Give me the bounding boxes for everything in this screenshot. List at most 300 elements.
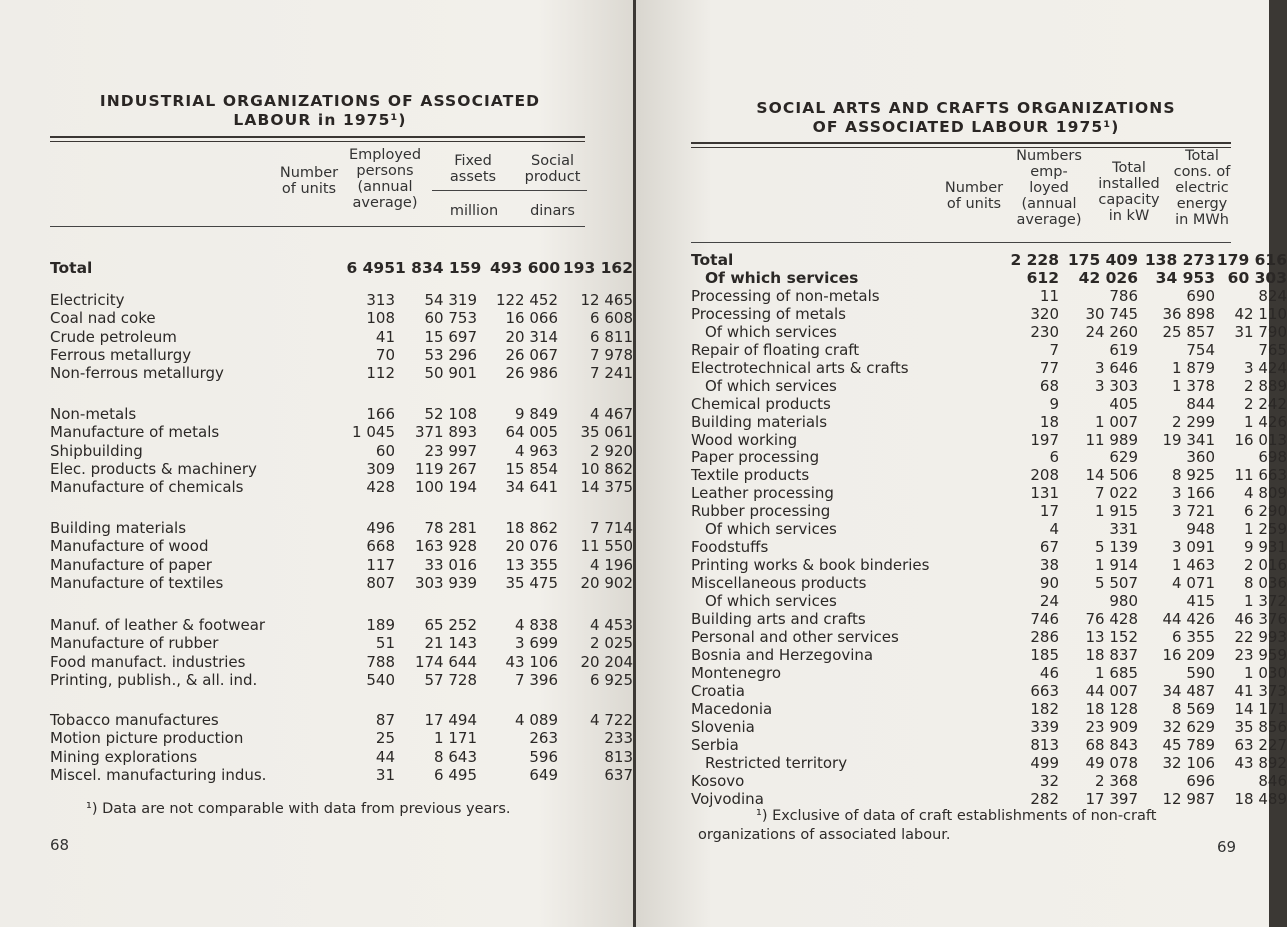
table-row [691, 735, 1287, 754]
right-header-number-line: Number [944, 180, 1004, 196]
left-header-fixed-line: assets [449, 169, 497, 185]
cell-social-product: 14 375 [580, 478, 633, 497]
cell-employees: 786 [1109, 286, 1138, 305]
cell-employed-persons: 50 901 [424, 364, 477, 383]
table-row [691, 556, 1287, 575]
row-label: Personal and other services [691, 627, 899, 646]
row-label: Foodstuffs [691, 538, 769, 557]
cell-employed-persons: 54 319 [424, 291, 477, 309]
cell-number-of-units: 11 [1039, 286, 1059, 305]
row-label: Of which services [705, 376, 837, 395]
cell-employed-persons: 60 753 [424, 309, 477, 328]
cell-electric-energy: 698 [1258, 448, 1287, 467]
row-label: Rubber processing [691, 502, 831, 521]
right-page [636, 0, 1287, 927]
cell-fixed-assets: 34 641 [505, 478, 558, 497]
cell-social-product: 7 241 [590, 364, 633, 383]
cell-number-of-units: 6 [1049, 448, 1059, 467]
cell-number-of-units: 24 [1039, 592, 1059, 611]
cell-employees: 23 909 [1085, 717, 1138, 736]
cell-number-of-units: 496 [366, 519, 395, 537]
table-row [50, 423, 633, 442]
right-footnote [698, 807, 1258, 845]
left-header-top-rule [50, 141, 585, 142]
cell-number-of-units: 32 [1039, 771, 1059, 790]
table-row [50, 634, 633, 653]
cell-social-product: 2 025 [590, 634, 633, 653]
cell-electric-energy: 1 372 [1244, 592, 1287, 611]
cell-electric-energy: 43 892 [1234, 753, 1287, 772]
cell-electric-energy: 14 171 [1234, 699, 1287, 718]
cell-fixed-assets: 4 838 [515, 616, 558, 634]
cell-employees: 2 368 [1095, 771, 1138, 790]
cell-employees: 30 745 [1085, 304, 1138, 323]
table-row [691, 610, 1287, 628]
cell-number-of-units: 282 [1030, 789, 1059, 808]
cell-number-of-units: 44 [375, 747, 395, 766]
table-row [691, 286, 1287, 305]
row-label: Tobacco manufactures [50, 711, 219, 729]
row-label: Restricted territory [705, 753, 848, 772]
cell-fixed-assets: 43 106 [505, 652, 558, 671]
row-label: Bosnia and Herzegovina [691, 645, 874, 664]
cell-number-of-units: 7 [1049, 340, 1059, 359]
cell-installed-capacity: 415 [1186, 592, 1215, 611]
row-label: Total [50, 259, 93, 277]
cell-installed-capacity: 360 [1186, 448, 1215, 467]
cell-installed-capacity: 3 721 [1172, 502, 1215, 521]
cell-number-of-units: 313 [366, 291, 395, 309]
row-label: Manufacture of textiles [50, 573, 224, 592]
cell-electric-energy: 179 616 [1216, 251, 1287, 269]
cell-number-of-units: 428 [366, 478, 395, 497]
cell-electric-energy: 11 663 [1234, 466, 1287, 485]
cell-electric-energy: 63 227 [1234, 735, 1287, 754]
cell-number-of-units: 339 [1030, 717, 1059, 736]
cell-number-of-units: 807 [366, 573, 395, 592]
cell-fixed-assets: 3 699 [515, 634, 558, 653]
right-page-number: 69 [1217, 838, 1237, 856]
cell-electric-energy: 2 242 [1244, 394, 1287, 413]
right-title-rule [691, 142, 1231, 144]
right-header-employed-line: average) [1016, 212, 1082, 228]
table-row [691, 627, 1287, 646]
cell-fixed-assets: 16 066 [505, 309, 558, 328]
cell-employees: 49 078 [1085, 753, 1138, 772]
cell-fixed-assets: 35 475 [505, 573, 558, 592]
cell-employees: 3 646 [1095, 358, 1138, 377]
table-row [50, 670, 633, 689]
cell-employees: 1 685 [1095, 663, 1138, 682]
cell-electric-energy: 16 013 [1234, 430, 1287, 449]
cell-number-of-units: 70 [375, 345, 395, 364]
cell-number-of-units: 2 228 [1010, 251, 1059, 269]
cell-number-of-units: 230 [1030, 322, 1059, 341]
right-header-employed [1008, 148, 1090, 228]
row-label: Manufacture of chemicals [50, 478, 244, 497]
right-title-line-1: SOCIAL ARTS AND CRAFTS ORGANIZATIONS [756, 99, 1176, 117]
right-header-employed-line: loyed [1029, 180, 1069, 196]
table-row [50, 555, 633, 574]
cell-number-of-units: 67 [1039, 538, 1059, 557]
left-header-employed-line: (annual [357, 179, 413, 195]
cell-employees: 175 409 [1067, 251, 1138, 269]
cell-number-of-units: 108 [366, 309, 395, 328]
cell-installed-capacity: 1 378 [1172, 376, 1215, 395]
left-header-number-line: of units [281, 181, 337, 197]
cell-installed-capacity: 696 [1186, 771, 1215, 790]
row-label: Vojvodina [691, 789, 764, 808]
cell-employees: 1 007 [1095, 412, 1138, 431]
cell-social-product: 20 204 [580, 652, 633, 671]
right-header-number-line: of units [946, 196, 1002, 212]
row-label: Of which services [705, 268, 859, 287]
row-label: Manufacture of paper [50, 555, 212, 574]
row-label: Crude petroleum [50, 327, 177, 346]
cell-electric-energy: 18 489 [1234, 789, 1287, 808]
cell-employees: 68 843 [1085, 735, 1138, 754]
cell-employees: 405 [1109, 394, 1138, 413]
table-row [50, 291, 633, 309]
table-row [691, 717, 1287, 736]
table-row [50, 616, 633, 634]
cell-employed-persons: 33 016 [424, 555, 477, 574]
table-row [691, 699, 1287, 718]
row-label: Manuf. of leather & footwear [50, 616, 266, 634]
row-label: Coal nad coke [50, 309, 156, 328]
cell-employees: 11 989 [1085, 430, 1138, 449]
cell-installed-capacity: 32 629 [1162, 717, 1215, 736]
cell-number-of-units: 499 [1030, 753, 1059, 772]
cell-number-of-units: 286 [1030, 627, 1059, 646]
left-page-number: 68 [50, 836, 70, 854]
cell-fixed-assets: 20 314 [505, 327, 558, 346]
cell-electric-energy: 846 [1258, 771, 1287, 790]
right-footnote-line: ¹) Exclusive of data of craft establishments of non-craft [756, 808, 1157, 824]
cell-installed-capacity: 6 355 [1172, 627, 1215, 646]
left-header-unit-rule [432, 190, 587, 191]
table-row [50, 364, 633, 383]
cell-employed-persons: 8 643 [434, 747, 477, 766]
table-row [50, 345, 633, 364]
cell-employees: 17 397 [1085, 789, 1138, 808]
cell-installed-capacity: 34 487 [1162, 681, 1215, 700]
right-header-energy-line: cons. of [1173, 164, 1231, 180]
cell-installed-capacity: 8 569 [1172, 699, 1215, 718]
cell-electric-energy: 1 426 [1244, 412, 1287, 431]
cell-number-of-units: 38 [1039, 556, 1059, 575]
cell-electric-energy: 31 790 [1234, 322, 1287, 341]
cell-number-of-units: 540 [366, 670, 395, 689]
cell-installed-capacity: 1 463 [1172, 556, 1215, 575]
cell-fixed-assets: 4 963 [515, 441, 558, 460]
cell-social-product: 35 061 [580, 423, 633, 442]
cell-number-of-units: 813 [1030, 735, 1059, 754]
cell-employed-persons: 21 143 [424, 634, 477, 653]
right-header-capacity-line: installed [1098, 176, 1160, 192]
cell-number-of-units: 117 [366, 555, 395, 574]
cell-employed-persons: 174 644 [414, 652, 477, 671]
cell-number-of-units: 41 [375, 327, 395, 346]
cell-number-of-units: 309 [366, 459, 395, 478]
row-label: Printing, publish., & all. ind. [50, 670, 258, 689]
cell-installed-capacity: 36 898 [1162, 304, 1215, 323]
cell-installed-capacity: 590 [1186, 663, 1215, 682]
cell-installed-capacity: 1 879 [1172, 358, 1215, 377]
cell-electric-energy: 35 856 [1234, 717, 1287, 736]
cell-installed-capacity: 4 071 [1172, 574, 1215, 593]
right-header-capacity-line: Total [1112, 160, 1146, 176]
cell-social-product: 4 196 [590, 555, 633, 574]
cell-employees: 24 260 [1085, 322, 1138, 341]
table-row [691, 520, 1287, 539]
cell-employees: 14 506 [1085, 466, 1138, 485]
cell-installed-capacity: 34 953 [1155, 268, 1215, 287]
cell-electric-energy: 41 373 [1234, 681, 1287, 700]
row-label: Paper processing [691, 448, 820, 467]
cell-electric-energy: 46 376 [1234, 610, 1287, 628]
table-row [50, 573, 633, 592]
cell-employees: 7 022 [1095, 484, 1138, 503]
row-label: Elec. products & machinery [50, 459, 257, 478]
table-row [691, 771, 1287, 790]
cell-fixed-assets: 13 355 [505, 555, 558, 574]
cell-installed-capacity: 45 789 [1162, 735, 1215, 754]
cell-employees: 18 837 [1085, 645, 1138, 664]
cell-electric-energy: 4 809 [1244, 484, 1287, 503]
cell-number-of-units: 87 [375, 711, 395, 729]
right-title-line-2: OF ASSOCIATED LABOUR 1975¹) [812, 118, 1120, 136]
left-header-fixed [438, 153, 508, 185]
cell-number-of-units: 189 [366, 616, 395, 634]
cell-employees: 980 [1109, 592, 1138, 611]
cell-fixed-assets: 15 854 [505, 459, 558, 478]
cell-number-of-units: 166 [366, 405, 395, 423]
table-row [50, 478, 633, 497]
cell-employees: 42 026 [1078, 268, 1138, 287]
cell-number-of-units: 612 [1026, 268, 1059, 287]
table-row [691, 376, 1287, 395]
cell-number-of-units: 320 [1030, 304, 1059, 323]
table-row [691, 645, 1287, 664]
cell-installed-capacity: 3 166 [1172, 484, 1215, 503]
row-label: Electrotechnical arts & crafts [691, 358, 909, 377]
row-label: Of which services [705, 322, 837, 341]
right-header-capacity-line: capacity [1098, 192, 1160, 208]
row-label: Kosovo [691, 771, 745, 790]
cell-employed-persons: 6 495 [434, 765, 477, 784]
table-row [691, 466, 1287, 485]
row-label: Printing works & book binderies [691, 556, 930, 575]
cell-electric-energy: 824 [1258, 286, 1287, 305]
right-header-employed-line: (annual [1021, 196, 1077, 212]
cell-installed-capacity: 19 341 [1162, 430, 1215, 449]
cell-fixed-assets: 64 005 [505, 423, 558, 442]
table-row [691, 268, 1287, 287]
cell-employed-persons: 100 194 [414, 478, 477, 497]
cell-installed-capacity: 2 299 [1172, 412, 1215, 431]
cell-employees: 1 915 [1095, 502, 1138, 521]
cell-installed-capacity: 25 857 [1162, 322, 1215, 341]
cell-social-product: 20 902 [580, 573, 633, 592]
right-header-capacity [1092, 160, 1166, 224]
cell-electric-energy: 2 016 [1244, 556, 1287, 575]
cell-number-of-units: 31 [375, 765, 395, 784]
cell-employees: 1 914 [1095, 556, 1138, 575]
left-header-employed-line: average) [352, 195, 418, 211]
row-label: Of which services [705, 592, 837, 611]
cell-number-of-units: 77 [1039, 358, 1059, 377]
row-label: Ferrous metallurgy [50, 345, 192, 364]
left-title [40, 92, 600, 130]
cell-number-of-units: 17 [1039, 502, 1059, 521]
table-row [50, 405, 633, 423]
row-label: Manufacture of metals [50, 423, 220, 442]
cell-number-of-units: 112 [366, 364, 395, 383]
cell-fixed-assets: 20 076 [505, 537, 558, 556]
row-label: Manufacture of rubber [50, 634, 219, 653]
cell-installed-capacity: 32 106 [1162, 753, 1215, 772]
table-row [691, 592, 1287, 611]
table-row [691, 538, 1287, 557]
left-title-rule [50, 136, 585, 138]
row-label: Slovenia [691, 717, 755, 736]
cell-electric-energy: 1 030 [1244, 663, 1287, 682]
cell-installed-capacity: 844 [1186, 394, 1215, 413]
cell-employed-persons: 17 494 [424, 711, 477, 729]
row-label: Processing of non-metals [691, 286, 880, 305]
cell-social-product: 813 [604, 747, 633, 766]
cell-employed-persons: 15 697 [424, 327, 477, 346]
row-label: Of which services [705, 520, 837, 539]
cell-fixed-assets: 9 849 [515, 405, 558, 423]
right-header-energy-line: Total [1185, 148, 1219, 164]
table-row [691, 340, 1287, 359]
cell-electric-energy: 23 959 [1234, 645, 1287, 664]
row-label: Non-ferrous metallurgy [50, 364, 224, 383]
left-header-social [515, 153, 590, 185]
cell-employed-persons: 303 939 [414, 573, 477, 592]
table-row [50, 327, 633, 346]
right-header-energy [1164, 148, 1240, 228]
cell-social-product: 2 920 [590, 441, 633, 460]
cell-employed-persons: 65 252 [424, 616, 477, 634]
cell-number-of-units: 9 [1049, 394, 1059, 413]
cell-number-of-units: 18 [1039, 412, 1059, 431]
cell-employed-persons: 53 296 [424, 345, 477, 364]
cell-social-product: 11 550 [580, 537, 633, 556]
cell-social-product: 7 978 [590, 345, 633, 364]
table-row [691, 789, 1287, 808]
row-label: Building arts and crafts [691, 610, 866, 628]
right-header-energy-line: energy [1176, 196, 1228, 212]
cell-employees: 629 [1109, 448, 1138, 467]
row-label: Wood working [691, 430, 798, 449]
table-row [691, 502, 1287, 521]
left-header-fixed-line: Fixed [454, 153, 492, 169]
cell-social-product: 12 465 [580, 291, 633, 309]
cell-fixed-assets: 596 [529, 747, 558, 766]
cell-employed-persons: 371 893 [414, 423, 477, 442]
row-label: Repair of floating craft [691, 340, 860, 359]
row-label: Miscellaneous products [691, 574, 867, 593]
left-header-employed-line: persons [356, 163, 414, 179]
cell-social-product: 6 811 [590, 327, 633, 346]
right-title [696, 99, 1236, 137]
cell-fixed-assets: 122 452 [495, 291, 558, 309]
cell-installed-capacity: 690 [1186, 286, 1215, 305]
cell-number-of-units: 1 045 [352, 423, 395, 442]
cell-electric-energy: 9 931 [1244, 538, 1287, 557]
cell-electric-energy: 6 290 [1244, 502, 1287, 521]
table-row [691, 681, 1287, 700]
cell-installed-capacity: 8 925 [1172, 466, 1215, 485]
row-label: Leather processing [691, 484, 834, 503]
cell-electric-energy: 765 [1258, 340, 1287, 359]
row-label: Manufacture of wood [50, 537, 209, 556]
row-label: Electricity [50, 291, 125, 309]
cell-fixed-assets: 26 986 [505, 364, 558, 383]
cell-number-of-units: 131 [1030, 484, 1059, 503]
table-row [50, 765, 633, 784]
left-page [0, 0, 633, 927]
right-header-number [938, 180, 1010, 212]
cell-number-of-units: 663 [1030, 681, 1059, 700]
cell-number-of-units: 51 [375, 634, 395, 653]
cell-number-of-units: 788 [366, 652, 395, 671]
cell-social-product: 10 862 [580, 459, 633, 478]
cell-employees: 18 128 [1085, 699, 1138, 718]
table-row [691, 394, 1287, 413]
cell-fixed-assets: 18 862 [505, 519, 558, 537]
right-header-energy-line: electric [1175, 180, 1229, 196]
cell-number-of-units: 668 [366, 537, 395, 556]
table-row [691, 663, 1287, 682]
cell-employees: 5 507 [1095, 574, 1138, 593]
right-header-capacity-line: in kW [1108, 208, 1150, 224]
cell-fixed-assets: 649 [529, 765, 558, 784]
cell-number-of-units: 197 [1030, 430, 1059, 449]
cell-electric-energy: 8 036 [1244, 574, 1287, 593]
cell-fixed-assets: 493 600 [490, 259, 561, 277]
table-row [691, 358, 1287, 377]
right-footnote-line: organizations of associated labour. [698, 827, 951, 843]
table-row [50, 459, 633, 478]
table-row [50, 441, 633, 460]
cell-employed-persons: 1 171 [434, 729, 477, 748]
table-row [50, 309, 633, 328]
cell-employees: 44 007 [1085, 681, 1138, 700]
row-label: Macedonia [691, 699, 773, 718]
left-header-employed-line: Employed [348, 147, 422, 163]
left-header-social-line: product [524, 169, 581, 185]
cell-number-of-units: 182 [1030, 699, 1059, 718]
cell-number-of-units: 46 [1039, 663, 1059, 682]
table-row [50, 519, 633, 537]
cell-social-product: 4 453 [590, 616, 633, 634]
row-label: Mining explorations [50, 747, 198, 766]
cell-number-of-units: 208 [1030, 466, 1059, 485]
cell-electric-energy: 22 993 [1234, 627, 1287, 646]
cell-installed-capacity: 3 091 [1172, 538, 1215, 557]
cell-employees: 5 139 [1095, 538, 1138, 557]
left-header-number-line: Number [279, 165, 339, 181]
cell-fixed-assets: 7 396 [515, 670, 558, 689]
cell-employed-persons: 78 281 [424, 519, 477, 537]
cell-installed-capacity: 754 [1186, 340, 1215, 359]
table-row [691, 304, 1287, 323]
cell-number-of-units: 746 [1030, 610, 1059, 628]
